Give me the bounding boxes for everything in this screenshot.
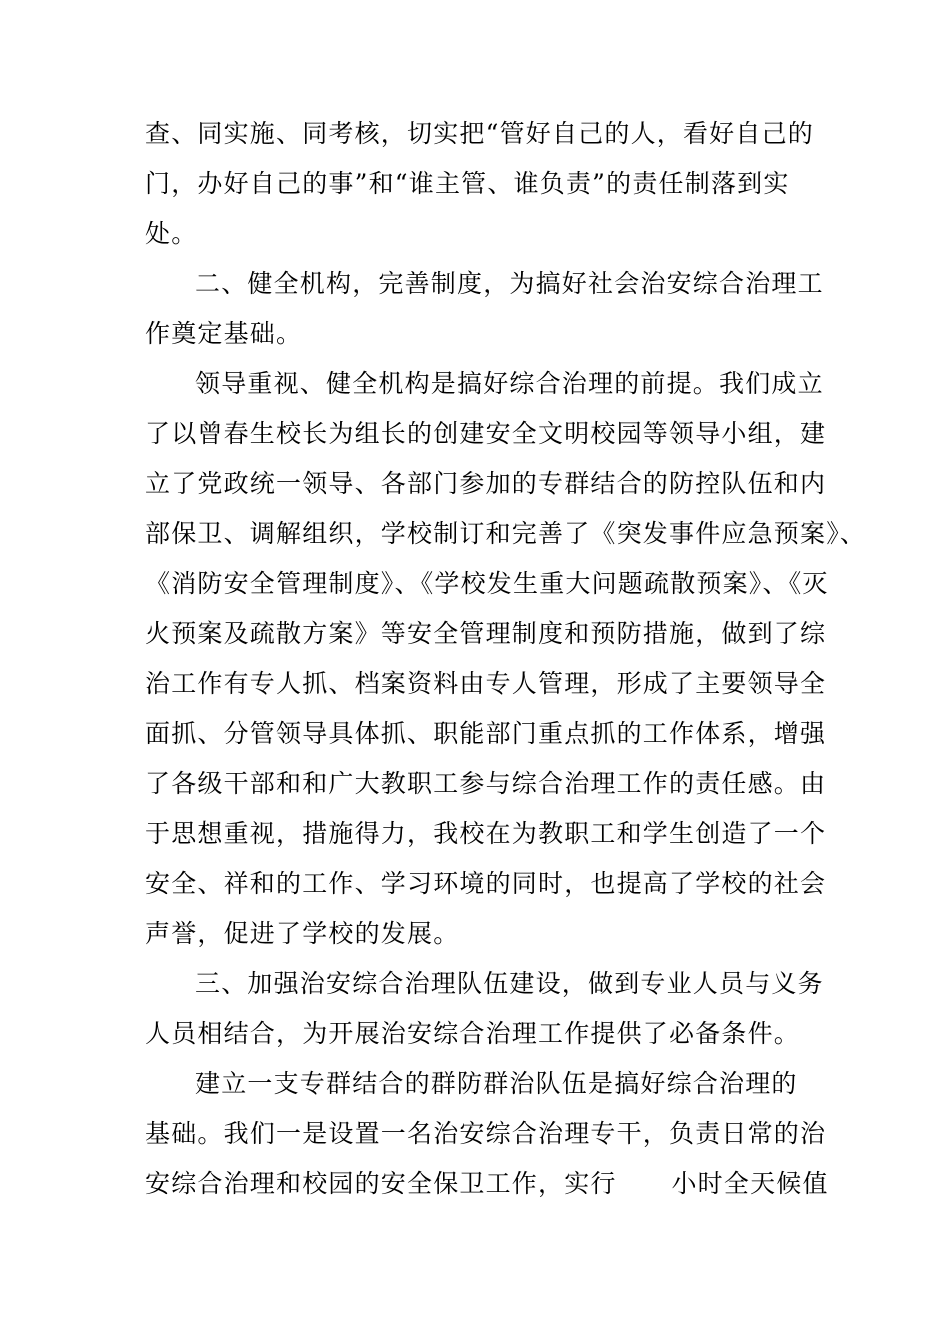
text-line: 建立一支专群结合的群防群治队伍是搞好综合治理的 xyxy=(195,1069,798,1098)
text-line: 安综合治理和校园的安全保卫工作，实行 小时全天候值 xyxy=(145,1169,829,1198)
text-line: 了各级干部和和广大教职工参与综合治理工作的责任感。由 xyxy=(145,769,827,798)
text-line: 于思想重视，措施得力，我校在为教职工和学生创造了一个 xyxy=(145,819,827,848)
text-line: 声誉，促进了学校的发展。 xyxy=(145,919,460,948)
text-line: 查、同实施、同考核，切实把“管好自己的人，看好自己的 xyxy=(145,119,814,148)
text-line: 基础。我们一是设置一名治安综合治理专干，负责日常的治 xyxy=(145,1119,827,1148)
section-heading-line: 作奠定基础。 xyxy=(145,319,303,348)
text-line: 处。 xyxy=(145,219,198,248)
section-heading-line: 二、健全机构，完善制度，为搞好社会治安综合治理工 xyxy=(195,269,824,298)
text-line: 《消防安全管理制度》、《学校发生重大问题疏散预案》、《灭 xyxy=(145,569,829,598)
text-line: 部保卫、调解组织，学校制订和完善了《突发事件应急预案》、 xyxy=(145,519,867,548)
text-line: 领导重视、健全机构是搞好综合治理的前提。我们成立 xyxy=(195,369,824,398)
text-line: 面抓、分管领导具体抓、职能部门重点抓的工作体系，增强 xyxy=(145,719,827,748)
section-heading-line: 人员相结合，为开展治安综合治理工作提供了必备条件。 xyxy=(145,1019,801,1048)
text-line: 立了党政统一领导、各部门参加的专群结合的防控队伍和内 xyxy=(145,469,827,498)
text-line: 安全、祥和的工作、学习环境的同时，也提高了学校的社会 xyxy=(145,869,827,898)
text-line: 门，办好自己的事”和“谁主管、谁负责”的责任制落到实 xyxy=(145,169,790,198)
text-line: 治工作有专人抓、档案资料由专人管理，形成了主要领导全 xyxy=(145,669,827,698)
text-line: 了以曾春生校长为组长的创建安全文明校园等领导小组，建 xyxy=(145,419,827,448)
section-heading-line: 三、加强治安综合治理队伍建设，做到专业人员与义务 xyxy=(195,969,824,998)
text-line: 火预案及疏散方案》等安全管理制度和预防措施，做到了综 xyxy=(145,619,827,648)
